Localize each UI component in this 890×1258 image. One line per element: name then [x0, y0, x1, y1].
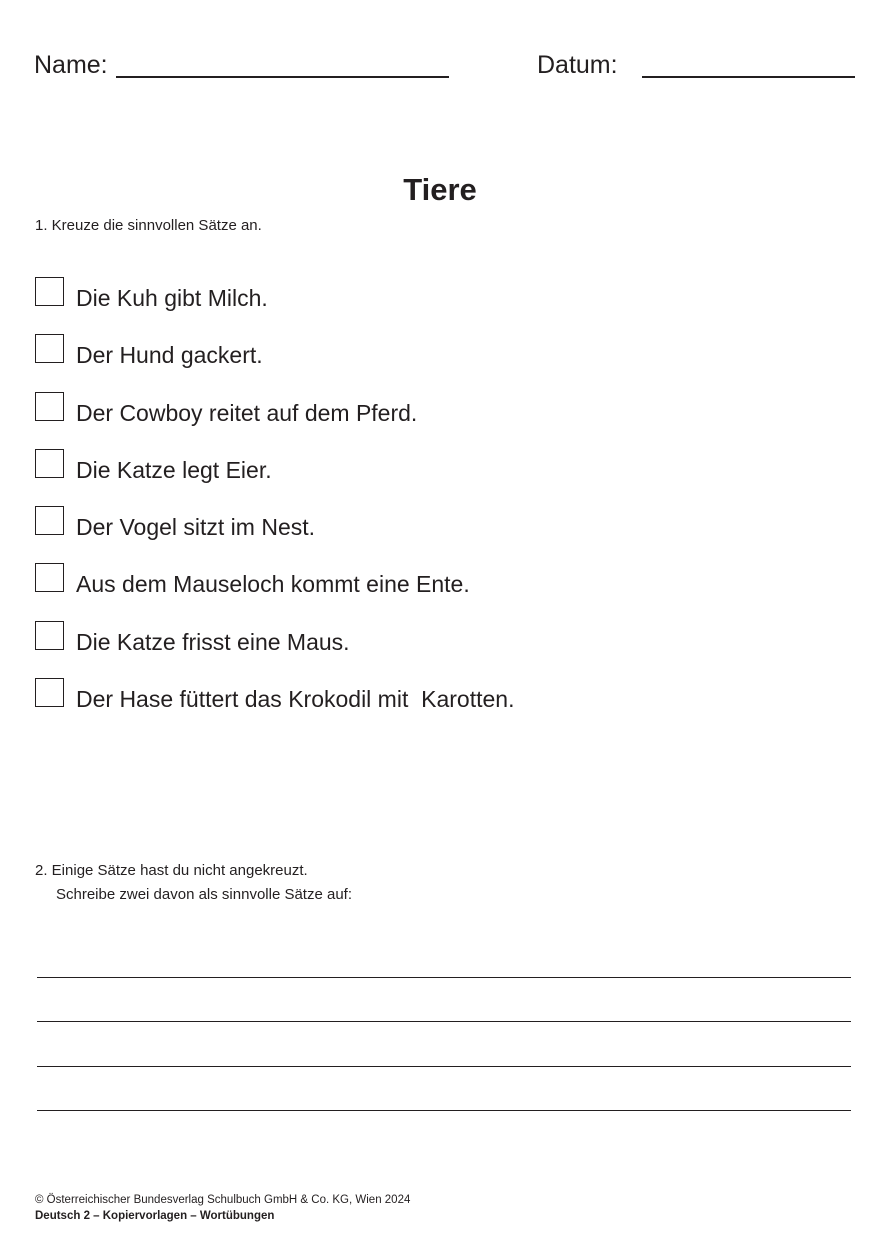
sentence-text: Der Vogel sitzt im Nest. [76, 514, 316, 541]
list-item [35, 334, 835, 391]
sentence-text: Der Hund gackert. [76, 342, 263, 369]
checkbox[interactable] [35, 277, 64, 306]
sentence-text: Die Kuh gibt Milch. [76, 285, 268, 311]
sentence-text: Die Katze legt Eier. [76, 456, 272, 483]
checkbox[interactable] [35, 392, 64, 421]
checkbox[interactable] [35, 563, 64, 592]
writing-line[interactable] [37, 1110, 851, 1111]
checkbox[interactable] [35, 678, 64, 707]
task1-instruction: 1. Kreuze die sinnvollen Sätze an. [35, 217, 262, 234]
footer-copyright: © Österreichischer Bundesverlag Schulbuch GmbH & Co. KG, Wien 2024 [35, 1194, 411, 1206]
task2-instruction-line2: Schreibe zwei davon als sinnvolle Sätze auf: [56, 886, 353, 903]
sentence-text: Der Hase füttert das Krokodil mit Karotten. [76, 686, 515, 713]
list-item [35, 678, 835, 735]
list-item [35, 277, 835, 334]
checkbox[interactable] [35, 334, 64, 363]
task2-instruction-line1: 2. Einige Sätze hast du nicht angekreuzt. [35, 862, 308, 879]
date-label: Datum: [537, 51, 618, 79]
name-field[interactable] [116, 76, 449, 78]
sentence-text: Aus dem Mauseloch kommt eine Ente. [76, 571, 470, 598]
footer-series: Deutsch 2 – Kopiervorlagen – Wortübungen [35, 1210, 275, 1222]
list-item [35, 449, 835, 506]
date-field[interactable] [642, 76, 855, 78]
list-item [35, 506, 835, 563]
checkbox[interactable] [35, 506, 64, 535]
checkbox[interactable] [35, 449, 64, 478]
writing-line[interactable] [37, 1021, 851, 1022]
sentence-text: Der Cowboy reitet auf dem Pferd. [76, 399, 418, 426]
page-title: Tiere [403, 172, 477, 207]
writing-line[interactable] [37, 1066, 851, 1067]
checkbox[interactable] [35, 621, 64, 650]
list-item [35, 621, 835, 678]
list-item [35, 392, 835, 449]
writing-line[interactable] [37, 977, 851, 978]
name-label: Name: [34, 51, 108, 79]
sentence-text: Die Katze frisst eine Maus. [76, 628, 350, 655]
list-item [35, 563, 835, 620]
sentence-list [35, 277, 835, 735]
